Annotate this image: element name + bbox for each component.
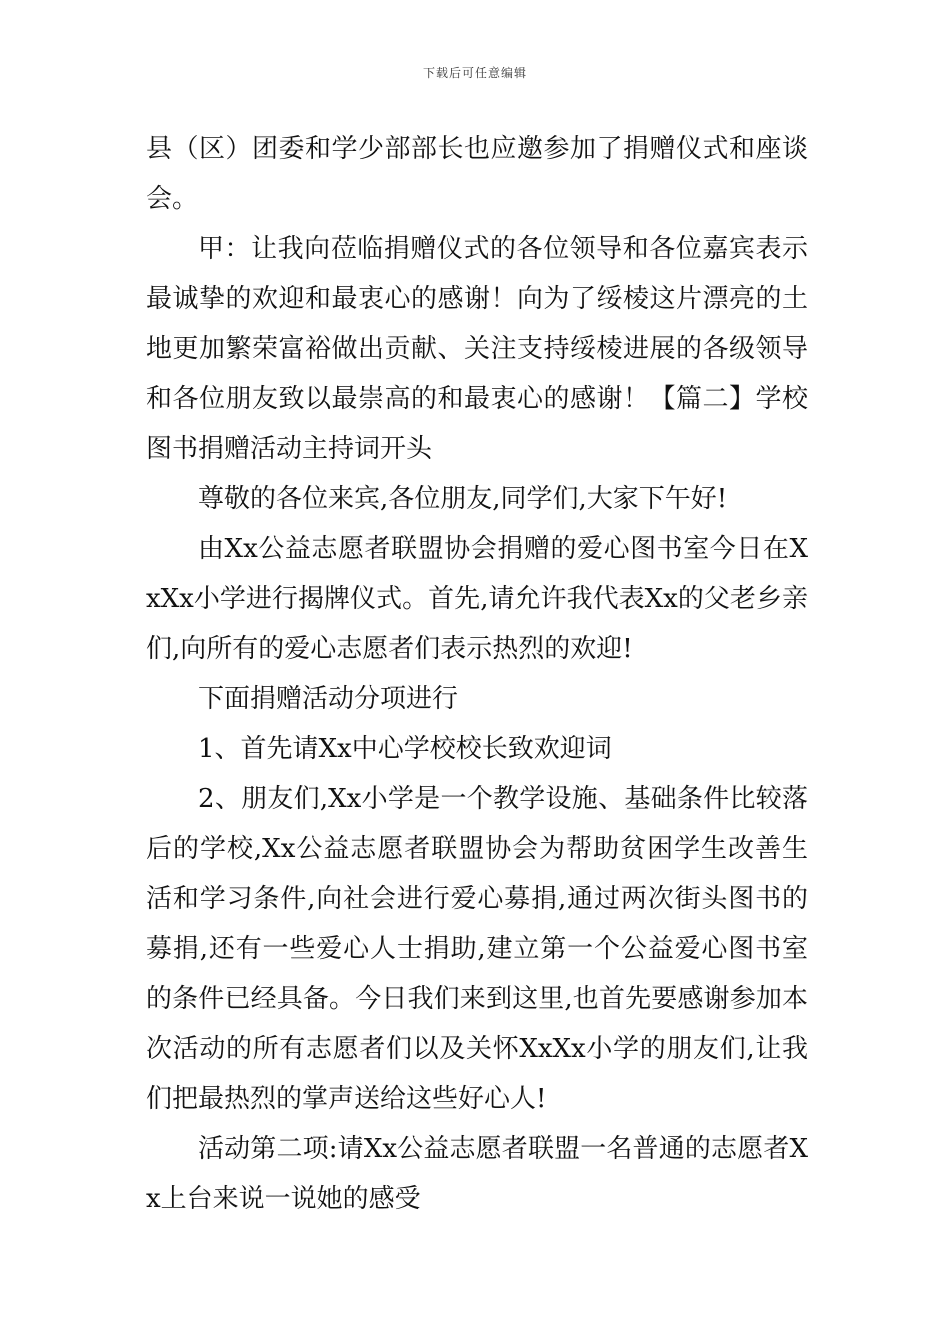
paragraph-2: 甲：让我向莅临捐赠仪式的各位领导和各位嘉宾表示最诚挚的欢迎和最衷心的感谢！向为了绥棱这片漂亮的土地更加繁荣富裕做出贡献、关注支持绥棱进展的各级领导和各位朋友致以最崇高的和最衷心的感谢！【篇二】学校图书捐赠活动主持词开头 <box>146 234 808 464</box>
paragraph-8: 活动第二项:请Xx公益志愿者联盟一名普通的志愿者Xx上台来说一说她的感受 <box>146 1134 808 1214</box>
paragraph-5: 下面捐赠活动分项进行 <box>198 684 459 714</box>
paragraph-4: 由Xx公益志愿者联盟协会捐赠的爱心图书室今日在XxXx小学进行揭牌仪式。首先,请允许我代表Xx的父老乡亲们,向所有的爱心志愿者们表示热烈的欢迎! <box>146 534 808 664</box>
page-header: 下载后可任意编辑 <box>422 66 527 80</box>
paragraph-7: 2、朋友们,Xx小学是一个教学设施、基础条件比较落后的学校,Xx公益志愿者联盟协会为帮助贫困学生改善生活和学习条件,向社会进行爱心募捐,通过两次街头图书的募捐,还有一些爱心人士捐助,建立第一个公益爱心图书室的条件已经具备。今日我们来到这里,也首先要感谢参加本次活动的所有志愿者们以及关怀XxXx小学的朋友们,让我们把最热烈的掌声送给这些好心人! <box>146 784 808 1114</box>
paragraph-3: 尊敬的各位来宾,各位朋友,同学们,大家下午好! <box>198 484 728 514</box>
paragraph-6: 1、首先请Xx中心学校校长致欢迎词 <box>198 734 612 764</box>
document-body <box>146 124 808 1224</box>
paragraph-1: 县（区）团委和学少部部长也应邀参加了捐赠仪式和座谈会。 <box>146 134 808 214</box>
